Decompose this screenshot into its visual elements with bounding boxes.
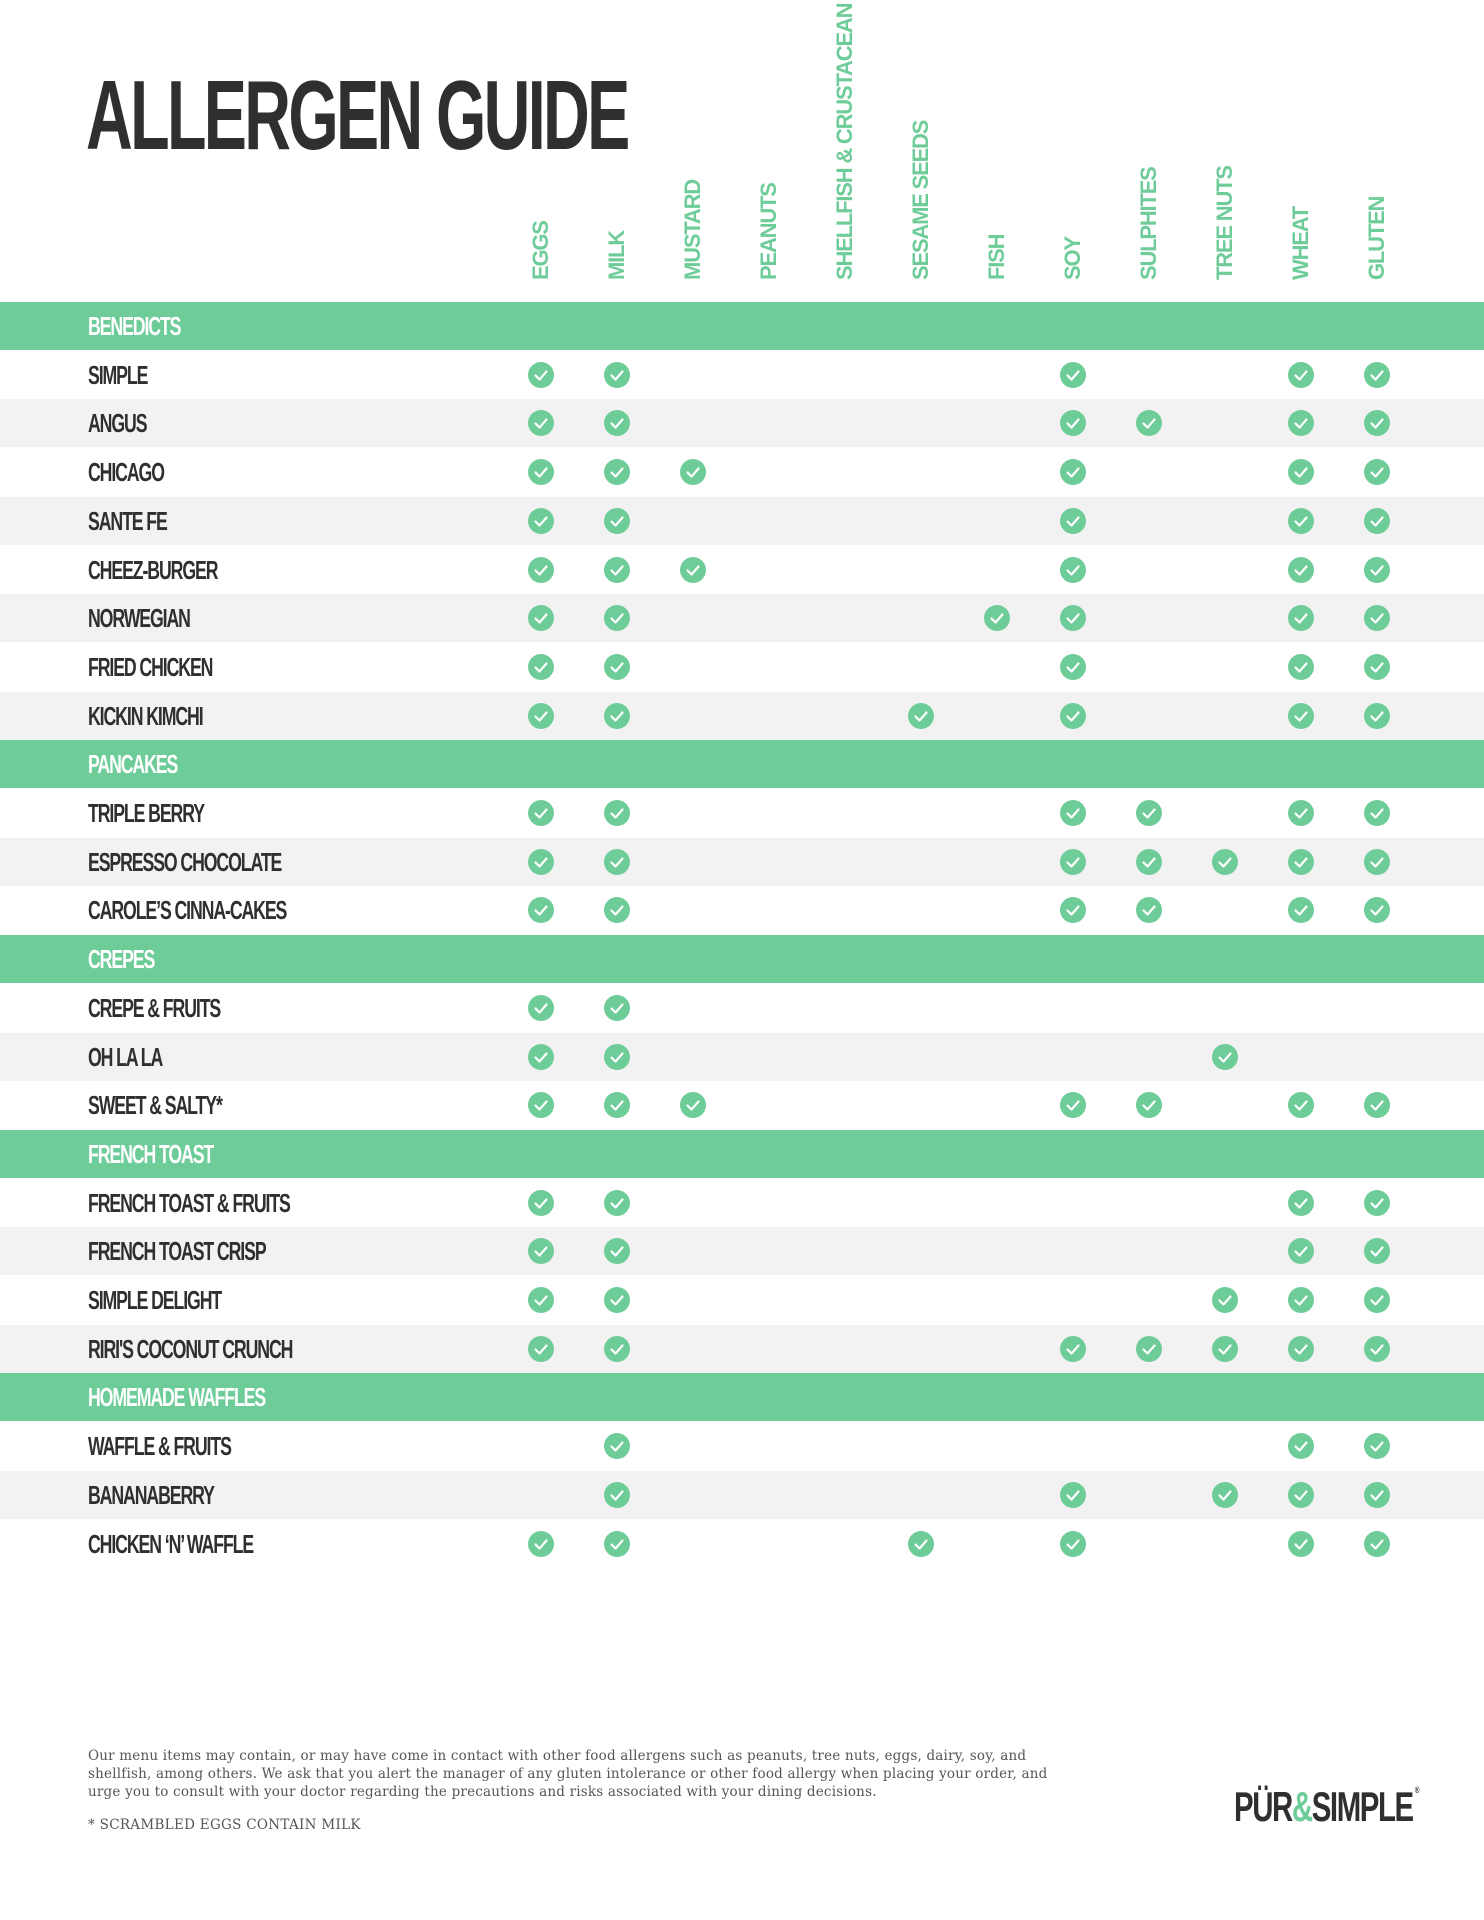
- check-circle-icon: [1364, 1531, 1390, 1557]
- check-circle-icon: [1288, 654, 1314, 680]
- check-circle-icon: [1364, 1336, 1390, 1362]
- check-circle-icon: [1060, 1092, 1086, 1118]
- menu-item-name: WAFFLE & FRUITS: [88, 1431, 231, 1462]
- table-row: [0, 838, 1484, 886]
- check-circle-icon: [528, 1287, 554, 1313]
- check-circle-icon: [1364, 1482, 1390, 1508]
- check-circle-icon: [1212, 1336, 1238, 1362]
- check-circle-icon: [604, 1190, 630, 1216]
- column-header-label: EGGS: [528, 221, 553, 280]
- check-circle-icon: [528, 995, 554, 1021]
- check-circle-icon: [1288, 508, 1314, 534]
- check-circle-icon: [604, 1238, 630, 1264]
- check-circle-icon: [604, 897, 630, 923]
- table-row: [0, 984, 1484, 1032]
- check-circle-icon: [1288, 459, 1314, 485]
- check-circle-icon: [1288, 1482, 1314, 1508]
- menu-item-name: FRENCH TOAST CRISP: [88, 1236, 266, 1267]
- check-circle-icon: [908, 1531, 934, 1557]
- check-circle-icon: [528, 703, 554, 729]
- menu-item-name: SIMPLE DELIGHT: [88, 1285, 222, 1315]
- check-circle-icon: [680, 459, 706, 485]
- check-circle-icon: [1136, 849, 1162, 875]
- check-circle-icon: [1288, 362, 1314, 388]
- menu-item-name: TRIPLE BERRY: [88, 798, 204, 828]
- check-circle-icon: [1060, 654, 1086, 680]
- menu-item-name: FRENCH TOAST & FRUITS: [88, 1187, 290, 1218]
- check-circle-icon: [528, 654, 554, 680]
- check-circle-icon: [1288, 1190, 1314, 1216]
- table-row: [0, 1081, 1484, 1129]
- check-circle-icon: [680, 1092, 706, 1118]
- table-row: [0, 1179, 1484, 1227]
- check-circle-icon: [604, 654, 630, 680]
- check-circle-icon: [528, 1336, 554, 1362]
- check-circle-icon: [1212, 1287, 1238, 1313]
- check-circle-icon: [1364, 508, 1390, 534]
- check-circle-icon: [604, 1482, 630, 1508]
- check-circle-icon: [528, 849, 554, 875]
- check-circle-icon: [1060, 410, 1086, 436]
- check-circle-icon: [1212, 1044, 1238, 1070]
- check-circle-icon: [1364, 1287, 1390, 1313]
- column-header-label: FISH: [984, 234, 1009, 280]
- check-circle-icon: [528, 508, 554, 534]
- footnote: * SCRAMBLED EGGS CONTAIN MILK: [88, 1817, 361, 1833]
- column-header-label: PEANUTS: [756, 183, 781, 280]
- menu-item-name: ESPRESSO CHOCOLATE: [88, 846, 282, 877]
- check-circle-icon: [1060, 605, 1086, 631]
- check-circle-icon: [604, 605, 630, 631]
- menu-item-name: SIMPLE: [88, 359, 148, 390]
- check-circle-icon: [1288, 1092, 1314, 1118]
- check-circle-icon: [1060, 1482, 1086, 1508]
- check-circle-icon: [908, 703, 934, 729]
- menu-item-name: SANTE FE: [88, 505, 167, 536]
- page-title: ALLERGEN GUIDE: [86, 60, 628, 170]
- check-circle-icon: [1212, 1482, 1238, 1508]
- check-circle-icon: [1364, 897, 1390, 923]
- check-circle-icon: [1136, 410, 1162, 436]
- check-circle-icon: [1060, 703, 1086, 729]
- table-row: [0, 1325, 1484, 1373]
- check-circle-icon: [1364, 1238, 1390, 1264]
- table-row: [0, 1422, 1484, 1470]
- check-circle-icon: [1060, 459, 1086, 485]
- check-circle-icon: [604, 800, 630, 826]
- section-header-pancakes: [0, 740, 1484, 788]
- check-circle-icon: [604, 459, 630, 485]
- table-row: [0, 1276, 1484, 1324]
- menu-item-name: SWEET & SALTY*: [88, 1090, 222, 1121]
- check-circle-icon: [1288, 605, 1314, 631]
- menu-item-name: RIRI'S COCONUT CRUNCH: [88, 1333, 293, 1364]
- section-label: PANCAKES: [88, 749, 178, 780]
- table-row: [0, 1227, 1484, 1275]
- check-circle-icon: [1060, 1336, 1086, 1362]
- menu-item-name: KICKIN KIMCHI: [88, 700, 203, 731]
- check-circle-icon: [1288, 703, 1314, 729]
- table-row: [0, 886, 1484, 934]
- table-row: [0, 546, 1484, 594]
- check-circle-icon: [1288, 1287, 1314, 1313]
- check-circle-icon: [604, 849, 630, 875]
- check-circle-icon: [604, 410, 630, 436]
- table-row: [0, 1520, 1484, 1568]
- check-circle-icon: [1364, 1190, 1390, 1216]
- check-circle-icon: [528, 1044, 554, 1070]
- check-circle-icon: [528, 410, 554, 436]
- check-circle-icon: [604, 508, 630, 534]
- menu-item-name: OH LA LA: [88, 1041, 163, 1072]
- check-circle-icon: [1364, 459, 1390, 485]
- check-circle-icon: [1364, 557, 1390, 583]
- check-circle-icon: [604, 703, 630, 729]
- check-circle-icon: [1288, 897, 1314, 923]
- table-row: [0, 497, 1484, 545]
- check-circle-icon: [1364, 1092, 1390, 1118]
- check-circle-icon: [604, 1336, 630, 1362]
- column-header-label: SHELLFISH & CRUSTACEAN: [832, 3, 857, 280]
- check-circle-icon: [1288, 1531, 1314, 1557]
- check-circle-icon: [1364, 654, 1390, 680]
- check-circle-icon: [1364, 605, 1390, 631]
- check-circle-icon: [1288, 849, 1314, 875]
- section-header-benedicts: [0, 302, 1484, 350]
- column-header-label: SOY: [1060, 237, 1085, 280]
- menu-item-name: NORWEGIAN: [88, 603, 190, 634]
- column-header-label: MUSTARD: [680, 180, 705, 280]
- table-row: [0, 351, 1484, 399]
- menu-item-name: ANGUS: [88, 408, 147, 439]
- check-circle-icon: [604, 995, 630, 1021]
- menu-item-name: BANANABERRY: [88, 1479, 214, 1510]
- check-circle-icon: [604, 1433, 630, 1459]
- table-row: [0, 643, 1484, 691]
- table-row: [0, 1033, 1484, 1081]
- table-row: [0, 448, 1484, 496]
- check-circle-icon: [528, 1092, 554, 1118]
- check-circle-icon: [1060, 557, 1086, 583]
- column-header-label: WHEAT: [1288, 206, 1313, 280]
- column-header-label: SULPHITES: [1136, 167, 1161, 280]
- menu-item-name: CAROLE’S CINNA-CAKES: [88, 895, 287, 926]
- check-circle-icon: [1136, 897, 1162, 923]
- check-circle-icon: [528, 800, 554, 826]
- check-circle-icon: [1288, 557, 1314, 583]
- check-circle-icon: [528, 1531, 554, 1557]
- check-circle-icon: [1364, 800, 1390, 826]
- check-circle-icon: [1364, 362, 1390, 388]
- check-circle-icon: [1060, 849, 1086, 875]
- check-circle-icon: [604, 1044, 630, 1070]
- check-circle-icon: [1288, 1433, 1314, 1459]
- check-circle-icon: [528, 459, 554, 485]
- table-row: [0, 594, 1484, 642]
- check-circle-icon: [528, 605, 554, 631]
- check-circle-icon: [1060, 897, 1086, 923]
- check-circle-icon: [1136, 800, 1162, 826]
- table-row: [0, 1471, 1484, 1519]
- allergen-disclaimer: Our menu items may contain, or may have come in contact with other food allergens such as peanuts, tree nuts, eggs, dairy, soy, and shellfish, among others. We ask that you alert the manager of any gluten intolerance or other food allergy when placing your order, and urge you to consult with your doctor regarding the precautions and risks associated with your dining decisions.: [88, 1748, 1048, 1800]
- check-circle-icon: [1364, 410, 1390, 436]
- section-header-homemade-waffles: [0, 1373, 1484, 1421]
- section-header-french-toast: [0, 1130, 1484, 1178]
- check-circle-icon: [984, 605, 1010, 631]
- section-label: HOMEMADE WAFFLES: [88, 1382, 266, 1413]
- check-circle-icon: [528, 557, 554, 583]
- column-header-label: GLUTEN: [1364, 196, 1389, 280]
- section-header-crepes: [0, 935, 1484, 983]
- check-circle-icon: [680, 557, 706, 583]
- menu-item-name: CHICKEN ‘N’ WAFFLE: [88, 1528, 254, 1559]
- menu-item-name: CREPE & FRUITS: [88, 992, 221, 1023]
- check-circle-icon: [1060, 1531, 1086, 1557]
- check-circle-icon: [604, 1287, 630, 1313]
- column-header-label: TREE NUTS: [1212, 166, 1237, 280]
- check-circle-icon: [604, 557, 630, 583]
- table-row: [0, 692, 1484, 740]
- menu-item-name: FRIED CHICKEN: [88, 651, 213, 682]
- check-circle-icon: [604, 362, 630, 388]
- column-header-label: MILK: [604, 231, 629, 280]
- check-circle-icon: [1288, 1238, 1314, 1264]
- check-circle-icon: [528, 1190, 554, 1216]
- column-header-label: SESAME SEEDS: [908, 120, 933, 280]
- check-circle-icon: [1364, 849, 1390, 875]
- section-label: CREPES: [88, 944, 155, 975]
- brand-logo: PÜR&SIMPLE ®: [1234, 1783, 1420, 1830]
- check-circle-icon: [528, 362, 554, 388]
- menu-item-name: CHICAGO: [88, 457, 164, 488]
- check-circle-icon: [1364, 703, 1390, 729]
- check-circle-icon: [528, 1238, 554, 1264]
- check-circle-icon: [1288, 800, 1314, 826]
- check-circle-icon: [528, 897, 554, 923]
- check-circle-icon: [1212, 849, 1238, 875]
- check-circle-icon: [1060, 800, 1086, 826]
- check-circle-icon: [1136, 1092, 1162, 1118]
- check-circle-icon: [604, 1531, 630, 1557]
- check-circle-icon: [1364, 1433, 1390, 1459]
- table-row: [0, 399, 1484, 447]
- check-circle-icon: [1136, 1336, 1162, 1362]
- section-label: FRENCH TOAST: [88, 1138, 214, 1169]
- check-circle-icon: [1288, 410, 1314, 436]
- check-circle-icon: [1288, 1336, 1314, 1362]
- menu-item-name: CHEEZ-BURGER: [88, 554, 218, 585]
- check-circle-icon: [1060, 508, 1086, 534]
- table-row: [0, 789, 1484, 837]
- section-label: BENEDICTS: [88, 311, 181, 341]
- check-circle-icon: [1060, 362, 1086, 388]
- check-circle-icon: [604, 1092, 630, 1118]
